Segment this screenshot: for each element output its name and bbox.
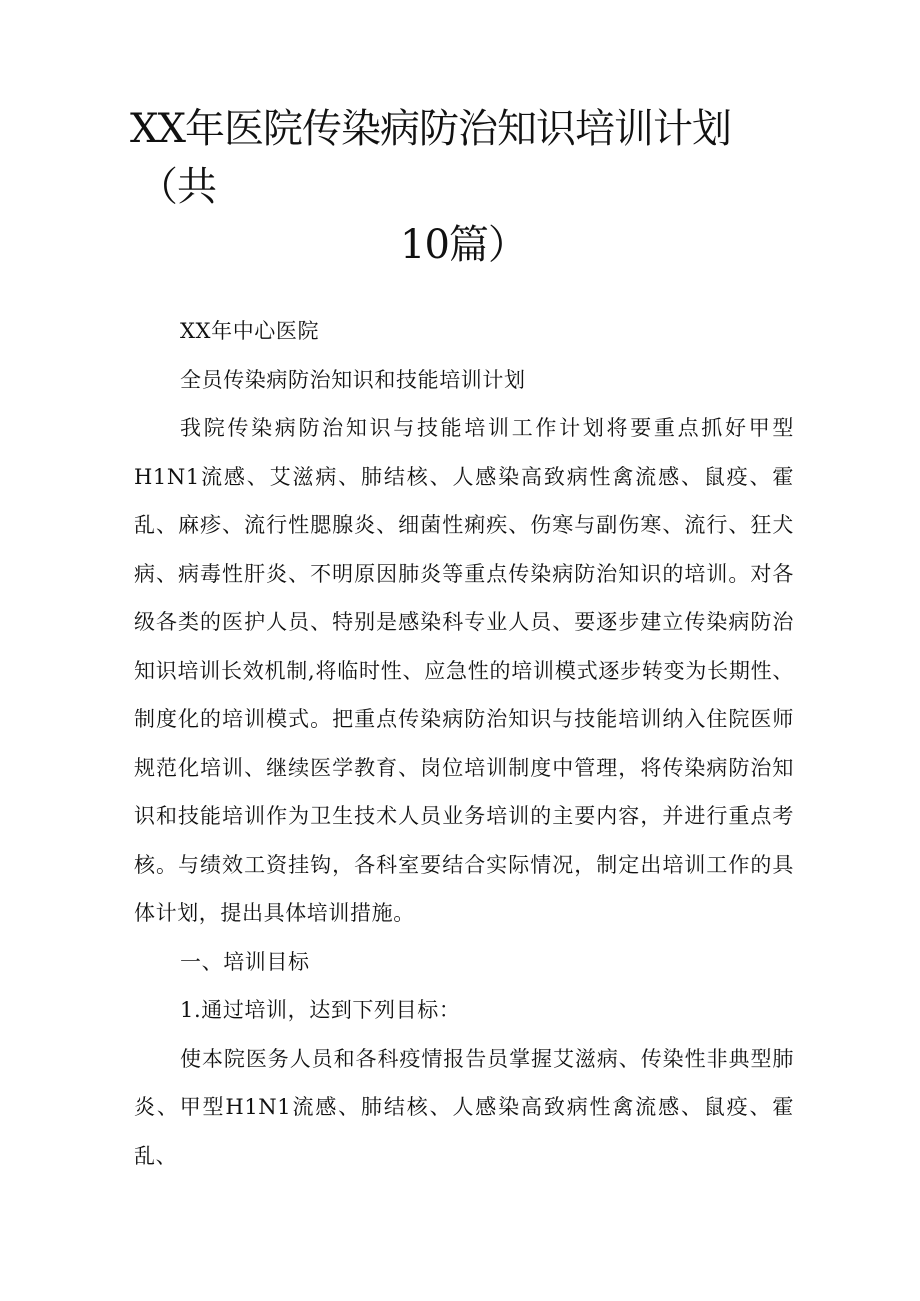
list-item-heading: 1.通过培训，达到下列目标： [180,998,461,1022]
plan-subtitle: 全员传染病防治知识和技能培训计划 [180,367,526,392]
title-line-1: XX年医院传染病防治知识培训计划 [130,106,731,152]
document-title [130,100,830,274]
intro-paragraph: 我院传染病防治知识与技能培训工作计划将要重点抓好甲型H1N1流感、艾滋病、肺结核、人感染高致病性禽流感、鼠疫、霍乱、麻疹、流行性腮腺炎、细菌性痢疾、伤寒与副伤寒、流行、狂犬病、病毒性肝炎、不明原因肺炎等重点传染病防治知识的培训。对各级各类的医护人员、特别是感染科专业人员、要逐步建立传染病防治知识培训长效机制,将临时性、应急性的培训模式逐步转变为长期性、制度化的培训模式。把重点传染病防治知识与技能培训纳入住院医师规范化培训、继续医学教育、岗位培训制度中管理，将传染病防治知识和技能培训作为卫生技术人员业务培训的主要内容，并进行重点考核。与绩效工资挂钩，各科室要结合实际情况，制定出培训工作的具体计划，提出具体培训措施。 [134,416,794,925]
document-body [134,307,794,1180]
hospital-name: XX年中心医院 [180,319,320,343]
title-line-2: （共 [138,164,216,210]
section-heading: 一、培训目标 [180,949,310,974]
title-line-3: 10篇） [400,222,527,268]
goal-paragraph: 使本院医务人员和各科疫情报告员掌握艾滋病、传染性非典型肺炎、甲型H1N1流感、肺结核、人感染高致病性禽流感、鼠疫、霍乱、 [134,1046,794,1168]
